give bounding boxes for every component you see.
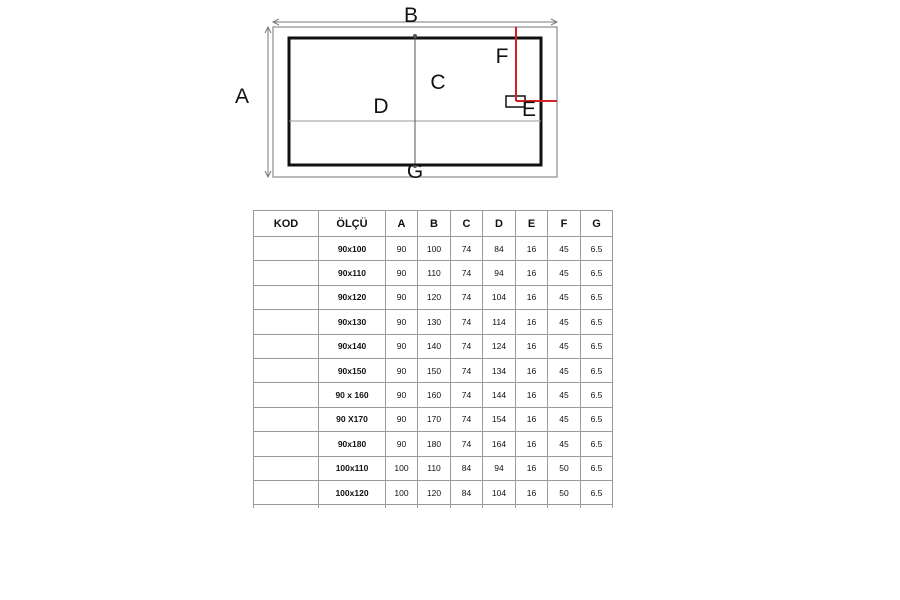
cell-c: 74 [451,334,483,358]
cell-kod [254,383,319,407]
cell-b: 100 [418,237,451,261]
cell-b: 180 [418,432,451,456]
cell-f: 45 [548,334,581,358]
cell-g: 6.5 [581,432,613,456]
table-row [254,285,613,309]
cell-e: 16 [516,480,548,504]
cell-olcu: 90 X170 [319,407,386,431]
cell-b: 130 [418,310,451,334]
cell-olcu: 100x120 [319,480,386,504]
table-row [254,261,613,285]
cell-d: 164 [483,432,516,456]
cell-e: 16 [516,237,548,261]
cell-c: 74 [451,383,483,407]
header-d: D [483,211,516,237]
header-kod: KOD [254,211,319,237]
cell-e: 16 [516,432,548,456]
cell-e: 16 [516,407,548,431]
cell-g: 6.5 [581,480,613,504]
cell-olcu: 90x140 [319,334,386,358]
cell-a: 90 [386,285,418,309]
cell-a: 90 [386,358,418,382]
cell-b: 120 [418,480,451,504]
cell-d: 144 [483,383,516,407]
cell-c: 74 [451,237,483,261]
header-olcu: ÖLÇÜ [319,211,386,237]
cell-e: 16 [516,383,548,407]
cell-b: 160 [418,383,451,407]
cell-b: 120 [418,285,451,309]
cell-f: 50 [548,480,581,504]
cell-c: 74 [451,432,483,456]
cell-c: 74 [451,310,483,334]
cell-g: 6.5 [581,310,613,334]
cell-a: 90 [386,261,418,285]
table-row [254,407,613,431]
cell-f: 45 [548,285,581,309]
cell-kod [254,407,319,431]
cell-f: 45 [548,432,581,456]
cell-e: 16 [516,456,548,480]
cell-f: 45 [548,310,581,334]
table-row [254,237,613,261]
cell-a: 90 [386,432,418,456]
cell-olcu: 90x150 [319,358,386,382]
cell-e: 16 [516,261,548,285]
cell-a: 90 [386,237,418,261]
table-row [254,480,613,504]
cell-d: 94 [483,261,516,285]
table-row [254,432,613,456]
cell-olcu: 90x120 [319,285,386,309]
cell-g: 6.5 [581,261,613,285]
cell-olcu: 100x110 [319,456,386,480]
shower-tray-dimension-diagram [0,0,900,205]
cell-g: 6.5 [581,285,613,309]
cell-g: 6.5 [581,407,613,431]
cell-f: 45 [548,261,581,285]
cell-c: 84 [451,480,483,504]
label-b: B [403,4,419,27]
cell-e: 16 [516,334,548,358]
table-row [254,310,613,334]
cell-e: 16 [516,285,548,309]
cell-c: 74 [451,285,483,309]
cell-d: 94 [483,456,516,480]
cell-a: 90 [386,383,418,407]
cell-b: 110 [418,261,451,285]
cell-d: 84 [483,237,516,261]
cell-g: 6.5 [581,358,613,382]
cell-d: 104 [483,285,516,309]
table-row [254,456,613,480]
cell-b: 110 [418,456,451,480]
cell-b: 150 [418,358,451,382]
cell-kod [254,432,319,456]
header-a: A [386,211,418,237]
cell-kod [254,310,319,334]
cell-kod [254,480,319,504]
cell-d: 154 [483,407,516,431]
header-b: B [418,211,451,237]
table-row [254,383,613,407]
label-g: G [406,160,424,183]
cell-kod [254,261,319,285]
label-c: C [430,71,446,94]
cell-b: 170 [418,407,451,431]
cell-f: 45 [548,383,581,407]
cell-olcu: 90x110 [319,261,386,285]
cell-f: 45 [548,237,581,261]
header-f: F [548,211,581,237]
cell-a: 90 [386,310,418,334]
dimension-spec-table [253,210,613,508]
cell-a: 90 [386,334,418,358]
table-header-row [254,211,613,237]
cell-d: 124 [483,334,516,358]
label-a: A [234,85,250,108]
label-d: D [373,95,389,118]
cell-a: 100 [386,456,418,480]
cell-e: 16 [516,310,548,334]
cell-f: 50 [548,456,581,480]
label-e: E [521,98,537,121]
cell-kod [254,285,319,309]
cell-g: 6.5 [581,383,613,407]
cell-b: 140 [418,334,451,358]
cell-c: 74 [451,358,483,382]
cell-e: 16 [516,358,548,382]
cell-d: 104 [483,480,516,504]
cell-olcu: 90x130 [319,310,386,334]
cell-a: 90 [386,407,418,431]
cell-kod [254,358,319,382]
cell-f: 45 [548,407,581,431]
header-c: C [451,211,483,237]
table-row [254,334,613,358]
cell-olcu: 90 x 160 [319,383,386,407]
table-cut-off-row [254,505,613,509]
cell-d: 134 [483,358,516,382]
cell-c: 84 [451,456,483,480]
cell-olcu: 90x180 [319,432,386,456]
cell-d: 114 [483,310,516,334]
cell-f: 45 [548,358,581,382]
header-e: E [516,211,548,237]
cell-c: 74 [451,261,483,285]
cell-g: 6.5 [581,334,613,358]
cell-kod [254,456,319,480]
cell-g: 6.5 [581,456,613,480]
cell-kod [254,334,319,358]
cell-c: 74 [451,407,483,431]
cell-g: 6.5 [581,237,613,261]
cell-olcu: 90x100 [319,237,386,261]
table-row [254,358,613,382]
cell-a: 100 [386,480,418,504]
dimension-c-top-marker [413,34,417,38]
header-g: G [581,211,613,237]
label-f: F [495,45,509,68]
cell-kod [254,237,319,261]
